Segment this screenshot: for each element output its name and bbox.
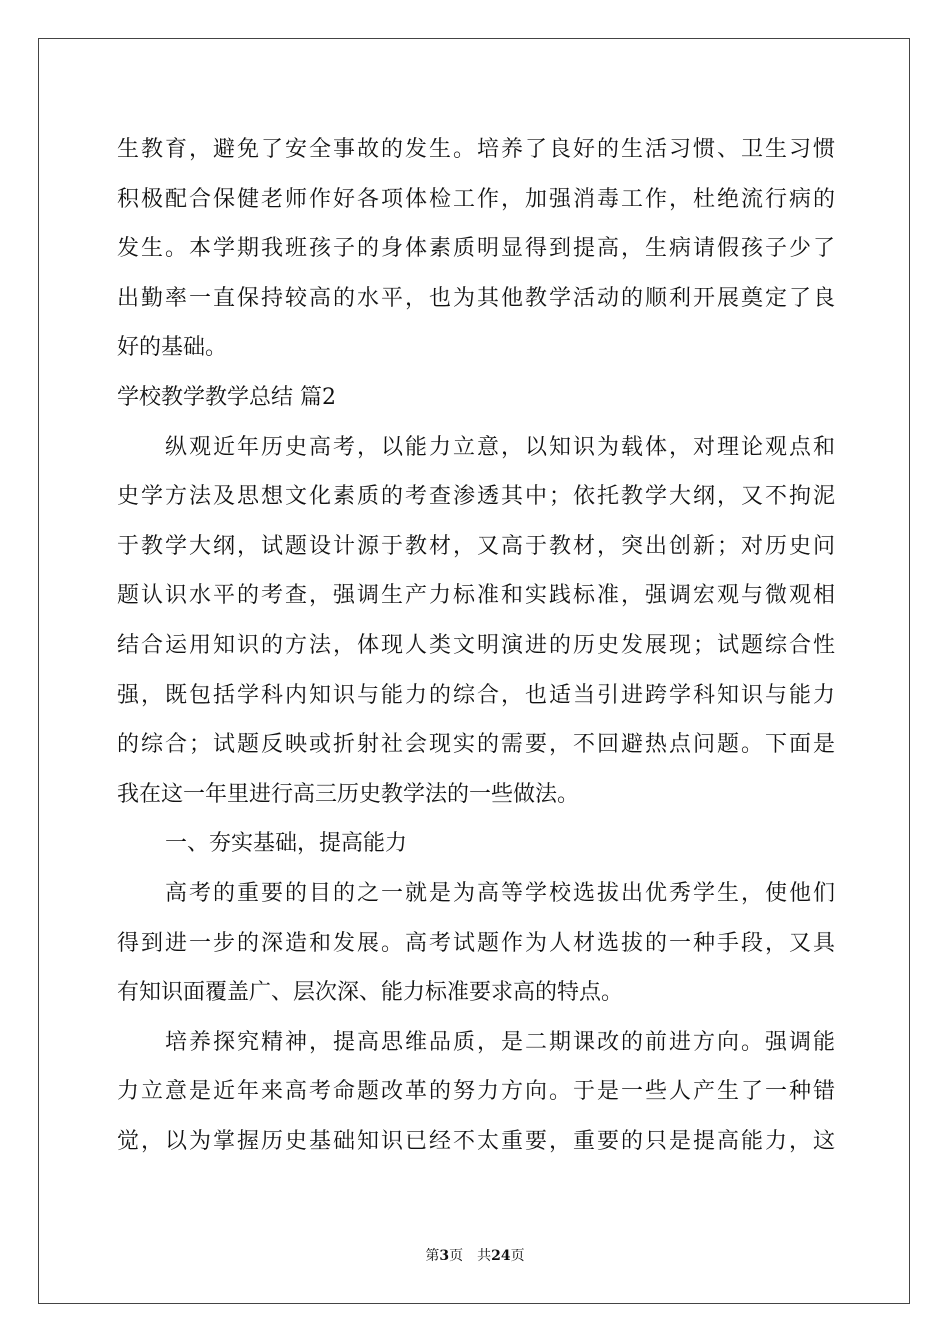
text-line: 结合运用知识的方法，体现人类文明演进的历史发展现；试题综合性: [117, 632, 835, 658]
text-line: 纵观近年历史高考，以能力立意，以知识为载体，对理论观点和: [165, 434, 835, 460]
text-line: 强，既包括学科内知识与能力的综合，也适当引进跨学科知识与能力: [117, 682, 835, 708]
text-line: 积极配合保健老师作好各项体检工作，加强消毒工作，杜绝流行病的: [117, 186, 835, 212]
page-number-prefix: 第: [425, 1248, 440, 1264]
text-line: 发生。本学期我班孩子的身体素质明显得到提高，生病请假孩子少了: [117, 236, 835, 262]
text-line: 于教学大纲，试题设计源于教材，又高于教材，突出创新；对历史问: [117, 533, 835, 559]
text-line: 的综合；试题反映或折射社会现实的需要，不回避热点问题。下面是: [117, 732, 835, 758]
text-line: 出勤率一直保持较高的水平，也为其他教学活动的顺利开展奠定了良: [117, 285, 835, 311]
document-body: [117, 125, 835, 1166]
page-number-suffix: 页: [449, 1248, 464, 1264]
text-line: 觉，以为掌握历史基础知识已经不太重要，重要的只是提高能力，这: [117, 1128, 835, 1154]
text-line: 学校教学教学总结 篇2: [117, 384, 336, 410]
text-line: 高考的重要的目的之一就是为高等学校选拔出优秀学生，使他们: [165, 880, 835, 906]
text-line: 有知识面覆盖广、层次深、能力标准要求高的特点。: [117, 980, 624, 1006]
page-footer: [0, 1245, 950, 1265]
text-line: 我在这一年里进行高三历史教学法的一些做法。: [117, 781, 580, 807]
total-pages-suffix: 页: [510, 1248, 525, 1264]
text-line: 题认识水平的考查，强调生产力标准和实践标准，强调宏观与微观相: [117, 583, 835, 609]
total-pages: 24: [491, 1248, 511, 1264]
page-number: 3: [439, 1248, 450, 1264]
text-line: 培养探究精神，提高思维品质，是二期课改的前进方向。强调能: [165, 1029, 835, 1055]
text-line: 生教育，避免了安全事故的发生。培养了良好的生活习惯、卫生习惯: [117, 137, 835, 162]
text-line: 得到进一步的深造和发展。高考试题作为人材选拔的一种手段，又具: [117, 930, 835, 956]
text-line: 好的基础。: [117, 335, 228, 361]
text-line: 力立意是近年来高考命题改革的努力方向。于是一些人产生了一种错: [117, 1079, 835, 1105]
text-line: 一、夯实基础，提高能力: [165, 831, 408, 857]
total-pages-prefix: 共: [477, 1248, 492, 1264]
text-line: 史学方法及思想文化素质的考查渗透其中；依托教学大纲，又不拘泥: [117, 484, 835, 510]
